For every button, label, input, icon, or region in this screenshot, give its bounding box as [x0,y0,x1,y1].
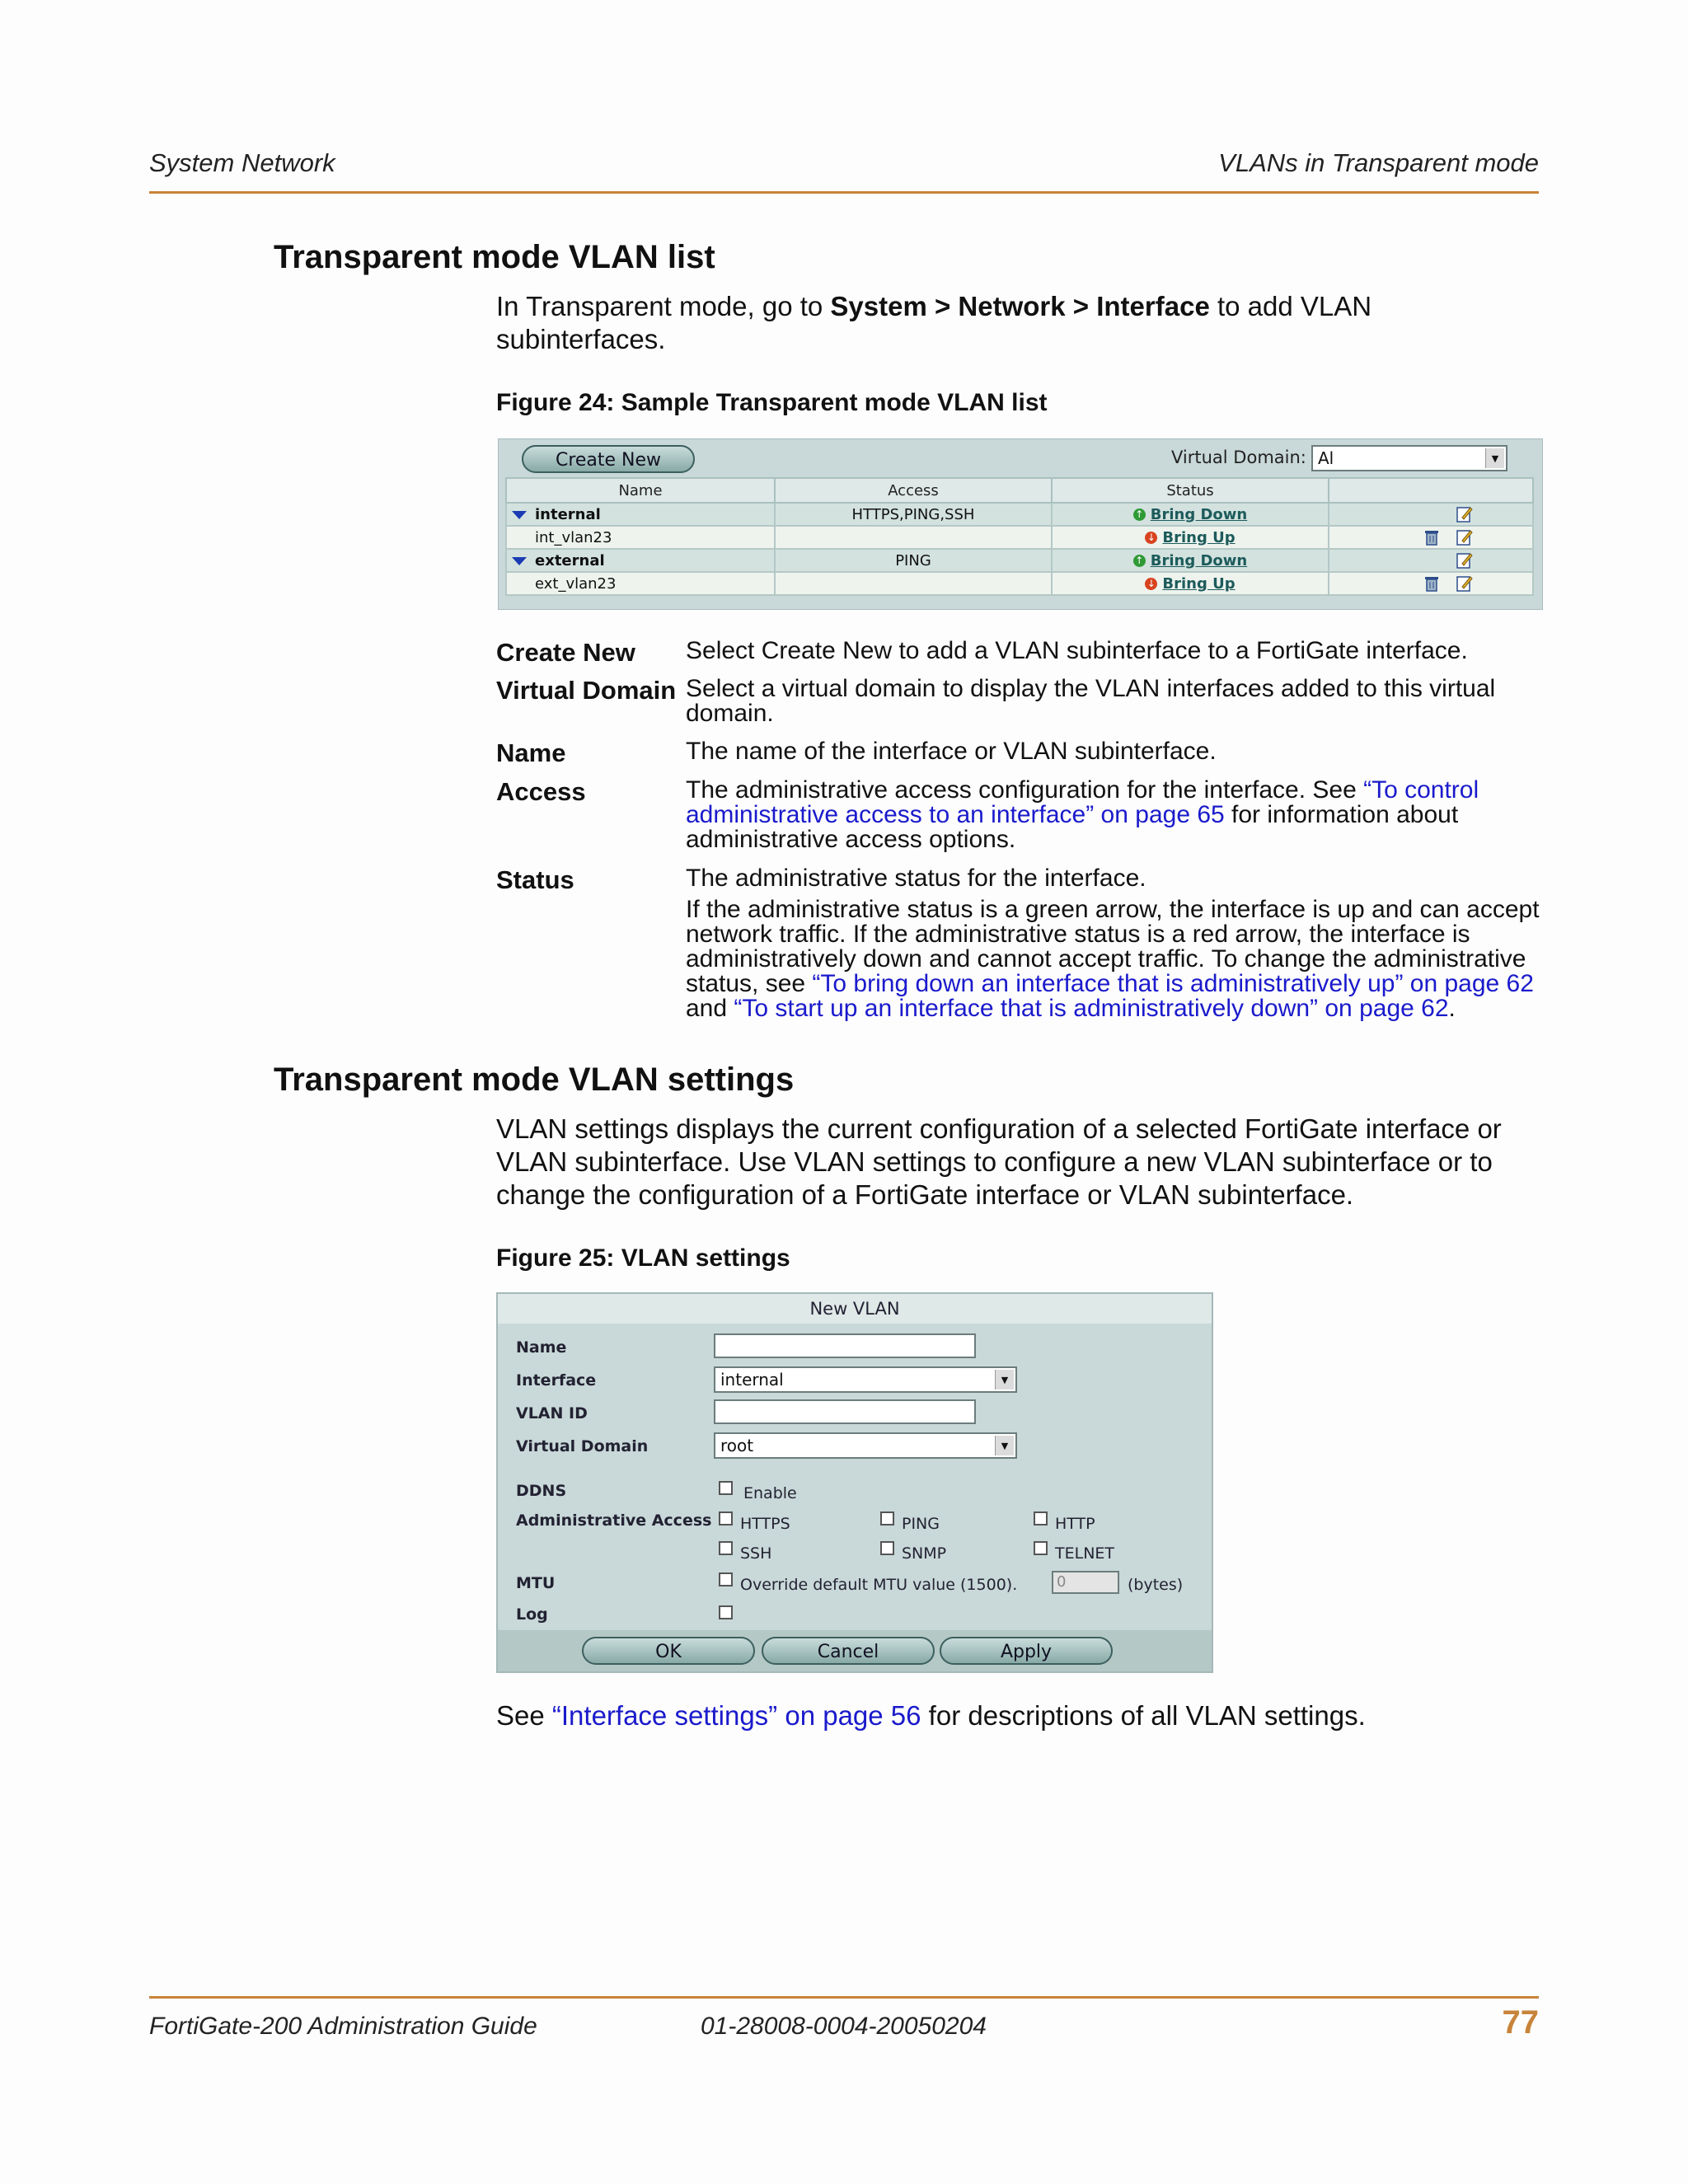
virtual-domain-select[interactable] [1311,445,1507,471]
https-label: HTTPS [740,1515,790,1533]
col-header-actions [1329,478,1533,503]
mtu-value-input[interactable]: 0 [1052,1571,1119,1594]
row-name: ext_vlan23 [506,572,775,595]
bring-down-link[interactable]: Bring Down [1150,551,1248,569]
row-access [775,572,1052,595]
chevron-down-icon: ▼ [995,1370,1014,1390]
label-admin-access: Administrative Access [516,1511,712,1530]
status-up-icon: ↑ [1133,509,1146,521]
interface-select[interactable] [714,1366,1017,1393]
table-row [506,503,1533,526]
vlan-list-screenshot [498,438,1543,610]
figure-24-caption: Figure 24: Sample Transparent mode VLAN list [496,389,1048,416]
header-rule [149,191,1539,194]
def-create-new: Select Create New to add a VLAN subinterface to a FortiGate interface. [686,637,1468,664]
section-title-vlan-settings: Transparent mode VLAN settings [274,1062,795,1098]
col-header-access: Access [775,478,1052,503]
bring-up-link[interactable]: Bring Up [1162,574,1236,593]
term-access: Access [496,777,586,806]
term-status: Status [496,865,574,894]
virtual-domain-dropdown-value: root [720,1436,754,1455]
def-access [686,778,1543,852]
row-access: HTTPS,PING,SSH [775,503,1052,526]
def-status-and: and [686,995,734,1022]
term-name: Name [496,738,566,767]
new-vlan-dialog [496,1292,1213,1673]
ping-label: PING [902,1515,940,1533]
virtual-domain-label: Virtual Domain: [1171,448,1306,467]
snmp-label: SNMP [902,1544,947,1563]
row-name: int_vlan23 [506,526,775,549]
def-status-end: . [1448,995,1456,1022]
virtual-domain-value: Al [1318,448,1334,468]
telnet-label: TELNET [1055,1544,1115,1563]
def-status-text: If the administrative status is a green arrow, the interface is up and can accept network traffic. If the administrative status is a red arrow, the interface is administratively down and cannot accept traffic. To change the administrative status, see [686,896,1540,997]
ssh-label: SSH [740,1544,772,1563]
table-row [506,526,1533,549]
vlan-id-input[interactable] [714,1399,976,1424]
snmp-checkbox[interactable] [880,1541,894,1555]
intro-paragraph [496,290,1543,356]
footer-rule [149,1996,1539,1999]
figure-25-caption: Figure 25: VLAN settings [496,1244,790,1272]
term-create-new: Create New [496,638,635,667]
label-log: Log [516,1605,548,1624]
bring-down-link[interactable]: Bring Down [1150,505,1248,523]
footer-doc-id: 01-28008-0004-20050204 [701,2013,987,2040]
telnet-checkbox[interactable] [1034,1541,1048,1555]
closing-paragraph [496,1699,1543,1732]
def-status-detail [686,898,1543,1021]
closing-text-end: for descriptions of all VLAN settings. [921,1700,1366,1731]
xref-bring-down-link[interactable]: “To bring down an interface that is administratively up” on page 62 [812,970,1534,997]
apply-button[interactable]: Apply [940,1637,1113,1665]
label-name: Name [516,1338,567,1357]
edit-icon[interactable] [1456,551,1473,569]
http-checkbox[interactable] [1034,1511,1048,1526]
label-interface: Interface [516,1371,597,1390]
https-checkbox[interactable] [719,1511,733,1526]
row-access [775,526,1052,549]
virtual-domain-dropdown[interactable] [714,1432,1017,1459]
row-name: external [535,551,605,569]
intro-text-end: to add VLAN subinterfaces. [496,291,1372,354]
status-up-icon: ↑ [1133,555,1146,567]
def-access-text: The administrative access configuration for the interface. See [686,776,1364,804]
expand-triangle-icon[interactable] [512,557,527,565]
ddns-checkbox[interactable] [719,1481,733,1495]
table-row [506,572,1533,595]
trash-icon[interactable] [1423,574,1440,593]
vlan-table [505,477,1534,596]
interface-value: internal [720,1370,784,1390]
closing-text: See [496,1700,552,1731]
col-header-status: Status [1052,478,1329,503]
dialog-button-bar [498,1630,1212,1671]
dialog-title: New VLAN [498,1294,1212,1324]
def-status: The administrative status for the interface. [686,865,1146,892]
row-name: internal [535,505,601,523]
intro-text: In Transparent mode, go to [496,291,831,321]
def-name: The name of the interface or VLAN subinterface. [686,738,1217,765]
name-input[interactable] [714,1333,976,1358]
footer-guide-title: FortiGate-200 Administration Guide [149,2013,537,2040]
log-checkbox[interactable] [719,1605,733,1619]
settings-intro-paragraph: VLAN settings displays the current configuration of a selected FortiGate interface or VLAN subinterface. Use VLAN settings to configure a new VLAN subinterface or to change the configuration of a FortiGate interface or VLAN subinterface. [496,1113,1502,1210]
edit-icon[interactable] [1456,574,1473,593]
menu-path: System > Network > Interface [830,291,1210,321]
xref-start-up-link[interactable]: “To start up an interface that is administratively down” on page 62 [734,995,1449,1022]
mtu-checkbox[interactable] [719,1572,733,1586]
page-number: 77 [1502,2004,1539,2041]
def-virtual-domain: Select a virtual domain to display the VLAN interfaces added to this virtual domain. [686,675,1496,727]
status-down-icon: ↓ [1145,578,1157,590]
bring-up-link[interactable]: Bring Up [1162,528,1236,546]
ping-checkbox[interactable] [880,1511,894,1526]
chevron-down-icon: ▼ [995,1436,1014,1455]
label-virtual-domain: Virtual Domain [516,1437,649,1455]
edit-icon[interactable] [1456,505,1473,523]
status-down-icon: ↓ [1145,532,1157,544]
section-title-vlan-list: Transparent mode VLAN list [274,239,715,275]
label-ddns: DDNS [516,1482,567,1500]
ok-button[interactable]: OK [582,1637,755,1665]
expand-triangle-icon[interactable] [512,511,527,519]
running-header-right: VLANs in Transparent mode [1218,148,1539,177]
cancel-button[interactable]: Cancel [762,1637,935,1665]
running-header-left: System Network [149,148,335,177]
row-access: PING [775,549,1052,572]
mtu-unit-label: (bytes) [1128,1576,1184,1594]
create-new-button[interactable]: Create New [522,445,695,473]
ddns-enable-label: Enable [743,1484,797,1502]
def-access-text-end: for information about administrative access options. [686,801,1459,853]
chevron-down-icon: ▼ [1485,448,1504,468]
mtu-override-label: Override default MTU value (1500). [740,1576,1018,1594]
table-row [506,549,1533,572]
label-vlan-id: VLAN ID [516,1404,588,1422]
trash-icon[interactable] [1423,528,1440,546]
http-label: HTTP [1055,1515,1095,1533]
edit-icon[interactable] [1456,528,1473,546]
xref-interface-settings-link[interactable]: “Interface settings” on page 56 [551,1700,921,1731]
term-virtual-domain: Virtual Domain [496,676,677,705]
ssh-checkbox[interactable] [719,1541,733,1555]
label-mtu: MTU [516,1574,556,1592]
xref-admin-access-link[interactable]: “To control administrative access to an interface” on page 65 [686,776,1479,828]
col-header-name: Name [506,478,775,503]
